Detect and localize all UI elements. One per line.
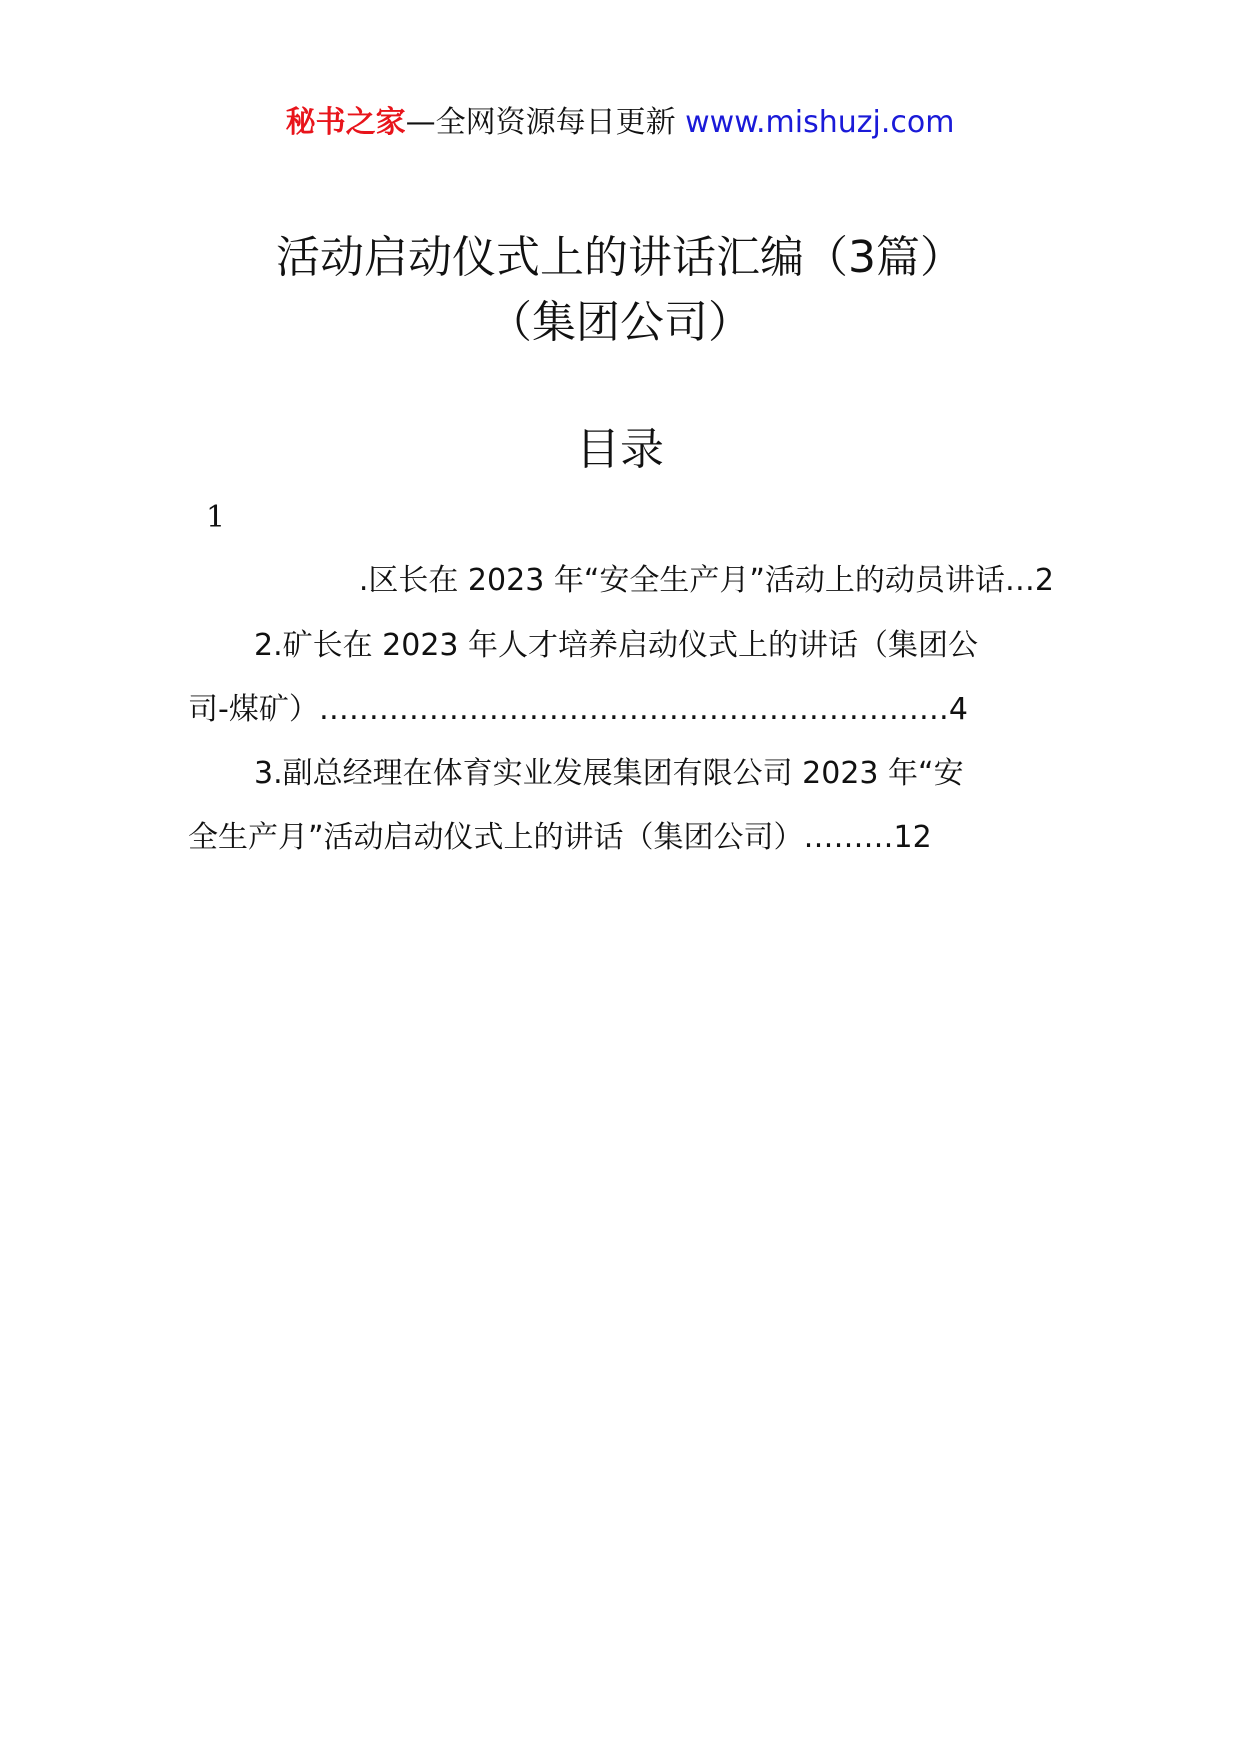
document-title: 活动启动仪式上的讲话汇编（3篇） — [276, 232, 964, 283]
document-subtitle: （集团公司） — [488, 297, 752, 348]
toc-entry-2-line-1[interactable]: 2.矿长在 2023 年人才培养启动仪式上的讲话（集团公 — [254, 628, 979, 663]
brand-name: 秘书之家 — [285, 105, 406, 140]
toc-heading: 目录 — [576, 424, 664, 475]
site-link[interactable]: www.mishuzj.com — [685, 105, 955, 140]
toc-entry-3-line-2[interactable]: 全生产月”活动启动仪式上的讲话（集团公司）………12 — [188, 820, 932, 855]
toc-entry-1[interactable]: .区长在 2023 年“安全生产月”活动上的动员讲话…2 — [358, 563, 1054, 598]
toc-stray-number: 1 — [206, 500, 226, 535]
toc-entry-2-line-2[interactable]: 司-煤矿）………………………………………………………4 — [188, 692, 968, 727]
site-header — [0, 103, 1240, 143]
toc-entry-3-line-1[interactable]: 3.副总经理在体育实业发展集团有限公司 2023 年“安 — [254, 756, 964, 791]
header-slogan: —全网资源每日更新 — [405, 105, 686, 140]
